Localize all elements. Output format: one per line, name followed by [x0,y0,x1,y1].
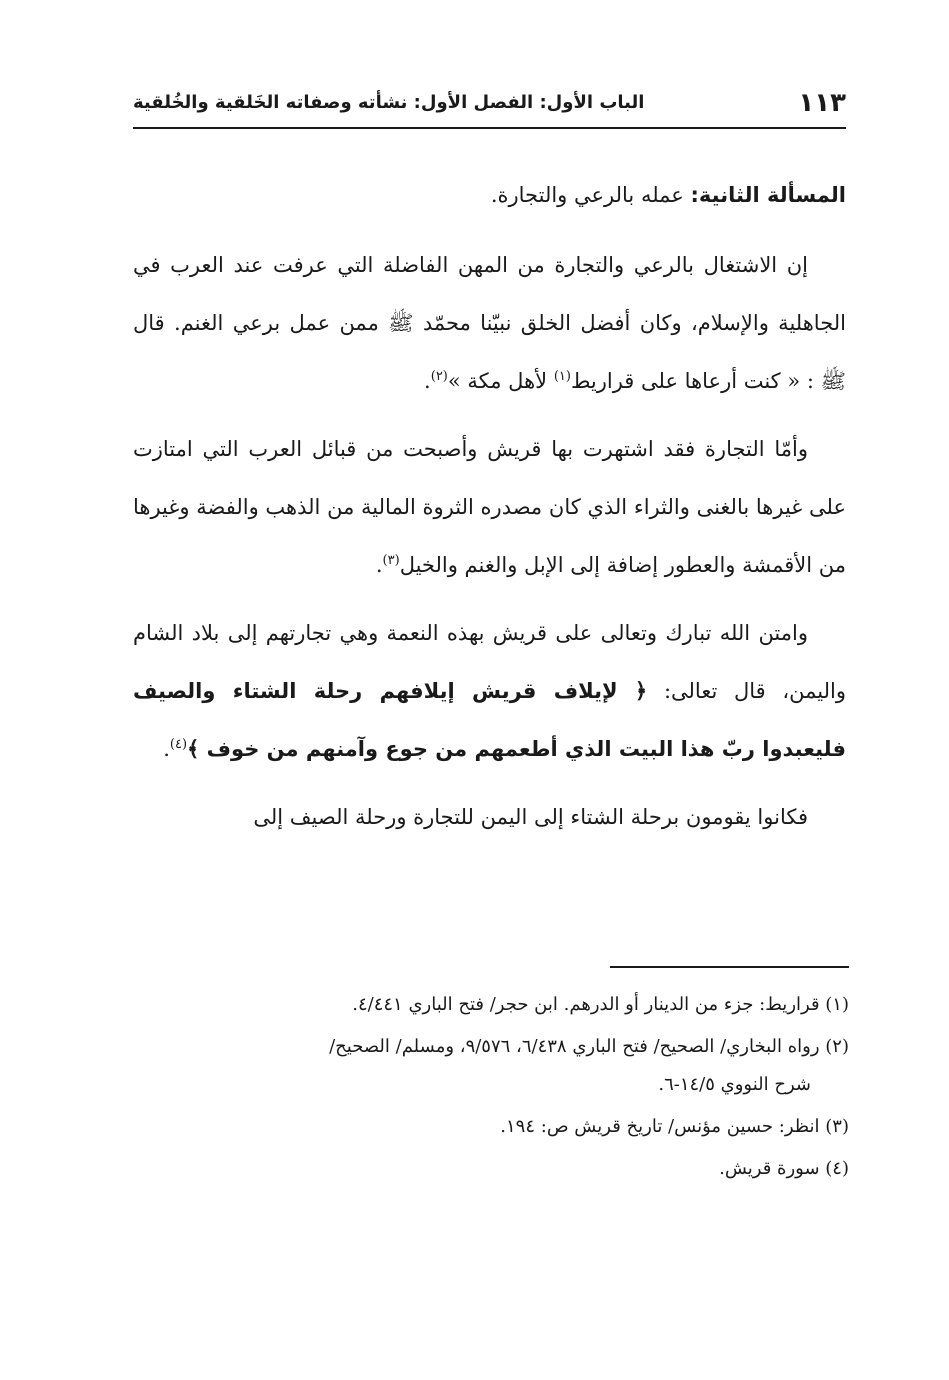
footnote-1: (١) قراريط: جزء من الدينار أو الدرهم. ابن حجر/ فتح الباري ٤/٤٤١. [352,994,849,1015]
paragraph-herding [133,236,846,410]
paragraph-journeys [133,788,846,846]
page-header [133,88,846,126]
paragraph-end: . [424,369,431,393]
paragraph-text: لأهل مكة » [447,369,554,393]
footnotes [133,986,849,1192]
footnote-2: (٢) رواه البخاري/ الصحيح/ فتح الباري ٦/٤٣٨، ٩/٥٧٦، ومسلم/ الصحيح/ [329,1036,849,1057]
body-text [133,166,846,846]
paragraph-end: . [163,737,170,761]
footnote-rule [610,966,849,968]
header-rule [133,127,846,129]
quran-verse: ﴿ لإيلاف قريش إيلافهم رحلة الشتاء والصيف فليعبدوا ربّ هذا البيت الذي أطعمهم من جوع وآمنهم من خوف ﴾ [133,679,846,761]
footnote-ref-2: (٢) [430,369,448,384]
running-title: الباب الأول: الفصل الأول: نشأته وصفاته الخَلقية والخُلقية [133,92,645,113]
paragraph-text: وأمّا التجارة فقد اشتهرت بها قريش وأصبحت من قبائل العرب التي امتازت على غيرها بالغنى والثراء الذي كان مصدره الثروة المالية من الذهب والفضة وغيرها من الأقمشة والعطور إضافة إلى الإبل والغنم والخيل [133,437,846,577]
footnote-2-continued: شرح النووي ١٤/٥-٦. [658,1074,811,1095]
footnote-3: (٣) انظر: حسين مؤنس/ تاريخ قريش ص: ١٩٤. [500,1116,849,1137]
page-number: ١١٣ [798,88,846,118]
footnote-ref-3: (٣) [382,553,400,568]
footnote-ref-4: (٤) [169,737,188,752]
paragraph-text: فكانوا يقومون برحلة الشتاء إلى اليمن للتجارة ورحلة الصيف إلى [253,805,808,829]
paragraph-trade [133,420,846,594]
section-heading [133,166,846,224]
footnote-4: (٤) سورة قريش. [719,1158,849,1179]
footnote-ref-1: (١) [553,369,571,384]
section-label: المسألة الثانية: [690,183,846,207]
paragraph-quraysh [133,604,846,778]
section-title: عمله بالرعي والتجارة. [490,183,684,207]
paragraph-text: وامتن الله تبارك وتعالى على قريش بهذه النعمة وهي تجارتهم إلى بلاد الشام واليمن، قال تعالى: [133,621,846,703]
paragraph-end: . [375,553,383,577]
paragraph-text: إن الاشتغال بالرعي والتجارة من المهن الفاضلة التي عرفت عند العرب في الجاهلية والإسلام، وكان أفضل الخلق نبيّنا محمّد ﷺ ممن عمل برعي الغنم. قال ﷺ : « كنت أرعاها على قراريط [133,253,846,393]
